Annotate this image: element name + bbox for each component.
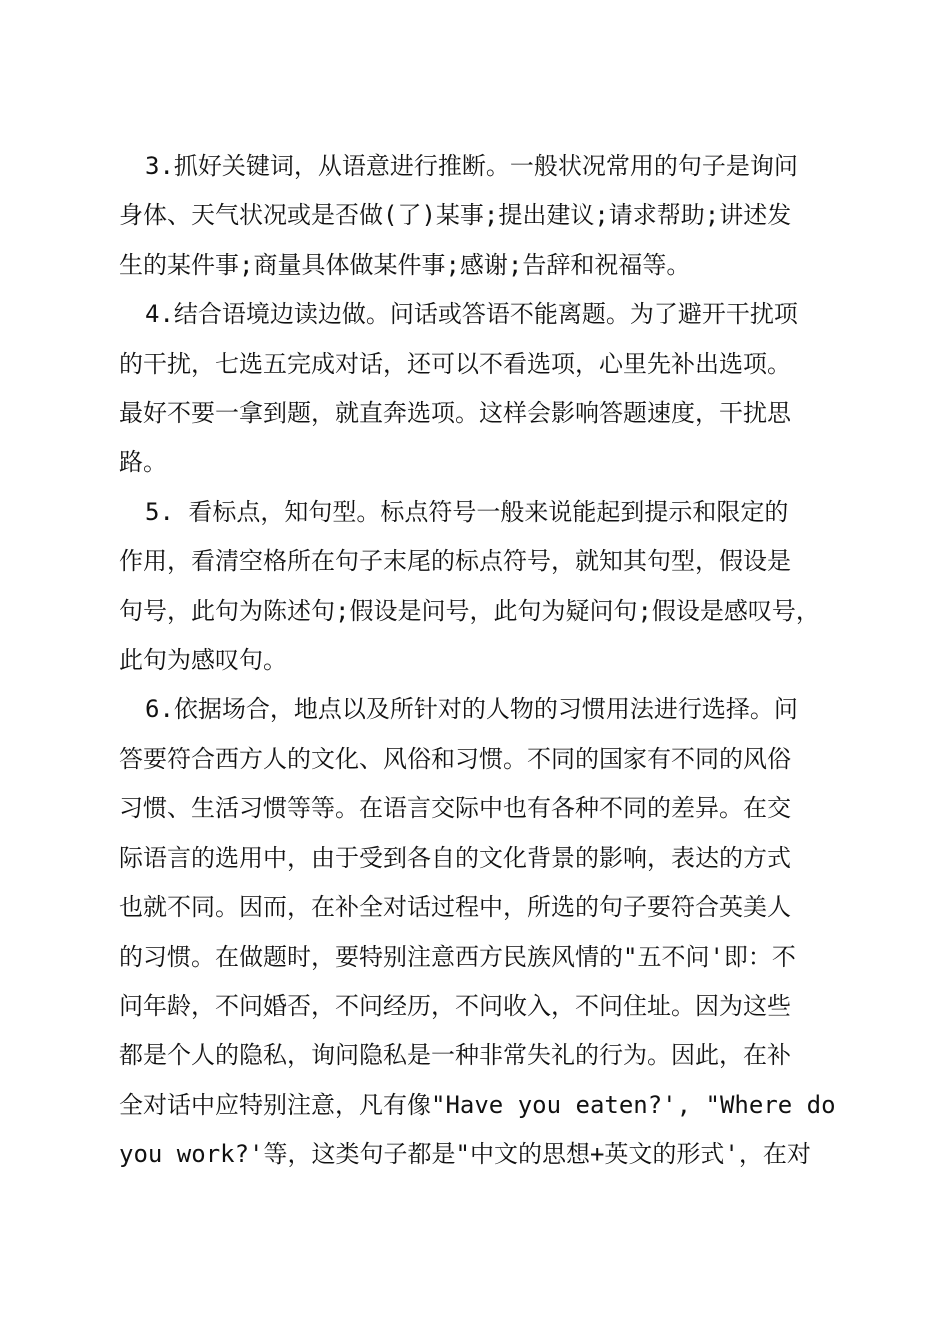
text-line: 的干扰，七选五完成对话，还可以不看选项，心里先补出选项。 (119, 349, 791, 378)
text-line: 的习惯。在做题时，要特别注意西方民族风情的"五不问'即：不 (119, 942, 796, 971)
paragraph-tip-6 (119, 685, 839, 1179)
text-line: 答要符合西方人的文化、风俗和习惯。不同的国家有不同的风俗 (119, 744, 791, 773)
text-line: 3.抓好关键词，从语意进行推断。一般状况常用的句子是询问 (145, 152, 798, 180)
text-line: 际语言的选用中，由于受到各自的文化背景的影响，表达的方式 (119, 843, 791, 872)
paragraph-tip-3 (119, 142, 839, 290)
text-line: 都是个人的隐私，询问隐私是一种非常失礼的行为。因此，在补 (119, 1041, 791, 1070)
text-line: 生的某件事;商量具体做某件事;感谢;告辞和祝福等。 (119, 250, 691, 279)
text-line: you work?'等，这类句子都是"中文的思想+英文的形式'，在对 (119, 1140, 811, 1169)
text-line: 路。 (119, 448, 167, 477)
text-line: 全对话中应特别注意，凡有像"Have you eaten?', "Where do (119, 1090, 836, 1119)
text-line: 问年龄，不问婚否，不问经历，不问收入，不问住址。因为这些 (119, 991, 791, 1020)
paragraph-tip-4 (119, 290, 839, 488)
text-line: 此句为感叹句。 (119, 646, 287, 675)
text-line: 句号，此句为陈述句;假设是问号，此句为疑问句;假设是感叹号， (119, 596, 820, 625)
text-line: 最好不要一拿到题，就直奔选项。这样会影响答题速度，干扰思 (119, 399, 791, 428)
text-line: 4.结合语境边读边做。问话或答语不能离题。为了避开干扰项 (145, 300, 798, 329)
text-line: 5. 看标点，知句型。标点符号一般来说能起到提示和限定的 (145, 497, 789, 526)
text-line: 习惯、生活习惯等等。在语言交际中也有各种不同的差异。在交 (119, 794, 791, 823)
text-line: 身体、天气状况或是否做(了)某事;提出建议;请求帮助;讲述发 (119, 201, 792, 230)
text-line: 也就不同。因而，在补全对话过程中，所选的句子要符合英美人 (119, 893, 791, 922)
text-line: 6.依据场合，地点以及所针对的人物的习惯用法进行选择。问 (145, 695, 798, 724)
text-line: 作用，看清空格所在句子末尾的标点符号，就知其句型，假设是 (119, 547, 791, 576)
paragraph-tip-5 (119, 488, 839, 686)
document-body (119, 142, 839, 1180)
